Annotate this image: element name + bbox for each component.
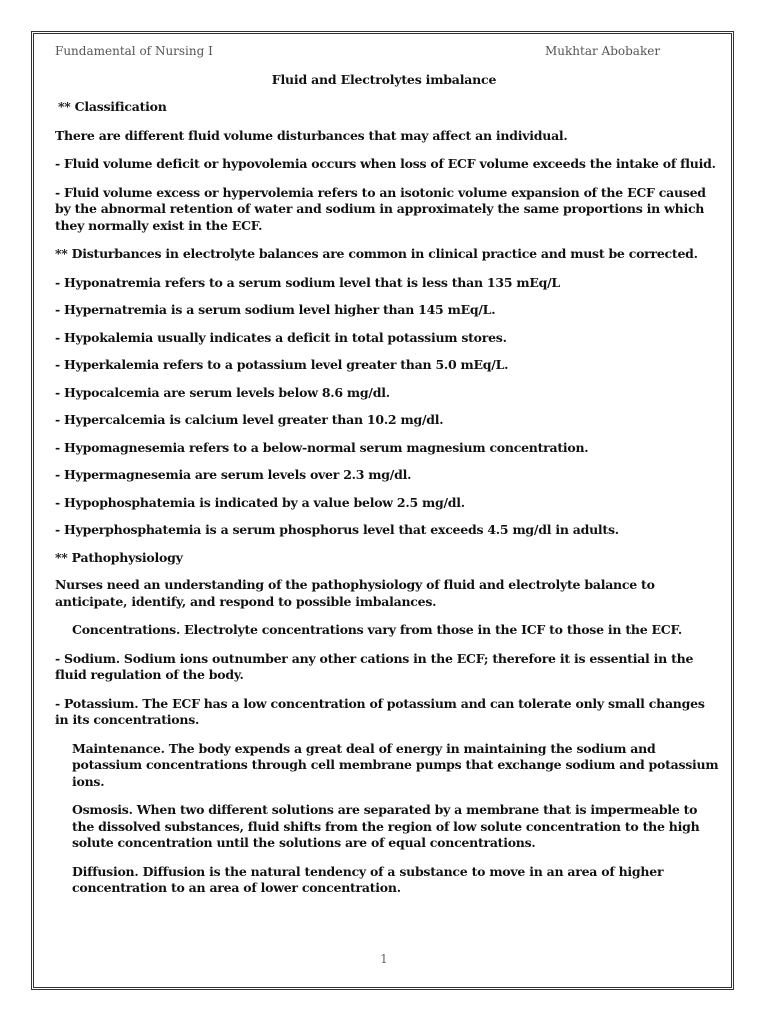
list-item: - Hypokalemia usually indicates a deficit in total potassium stores. [55,329,507,345]
section-heading-pathophysiology: ** Pathophysiology [55,549,183,565]
page-number: 1 [380,952,388,966]
document-title: Fluid and Electrolytes imbalance [271,72,497,87]
document-body [55,99,720,909]
list-item: - Hypercalcemia is calcium level greater than 10.2 mg/dl. [55,412,444,427]
paragraph: Maintenance. The body expends a great deal of energy in maintaining the sodium and potassium concentrations through cell membrane pumps that exchange sodium and potassium ions. [72,740,719,789]
paragraph: - Fluid volume deficit or hypovolemia occurs when loss of ECF volume exceeds the intake of fluid. [55,156,716,171]
list-item: - Hypernatremia is a serum sodium level higher than 145 mEq/L. [55,302,496,317]
paragraph: Diffusion. Diffusion is the natural tendency of a substance to move in an area of higher concentration to an area of lower concentration. [72,863,664,895]
paragraph: Concentrations. Electrolyte concentrations vary from those in the ICF to those in the ECF. [72,622,682,637]
list-item: - Hypermagnesemia are serum levels over 2.3 mg/dl. [55,467,412,482]
paragraph: There are different fluid volume disturbances that may affect an individual. [55,127,568,143]
paragraph: Osmosis. When two different solutions are separated by a membrane that is impermeable to the dissolved substances, fluid shifts from the region of low solute concentration to the high solute concentration until the solutions are of equal concentrations. [72,802,700,850]
list-item: - Hyperkalemia refers to a potassium level greater than 5.0 mEq/L. [55,357,509,372]
header-course-title: Fundamental of Nursing I [55,44,213,58]
section-heading-classification: ** Classification [58,99,167,114]
list-item: - Hypomagnesemia refers to a below-normal serum magnesium concentration. [55,439,589,455]
list-item: - Hyponatremia refers to a serum sodium level that is less than 135 mEq/L [55,274,560,290]
paragraph: - Potassium. The ECF has a low concentration of potassium and can tolerate only small changes in its concentrations. [55,695,705,727]
paragraph: Nurses need an understanding of the pathophysiology of fluid and electrolyte balance to anticipate, identify, and respond to possible imbalances. [55,577,655,609]
list-item: - Hypocalcemia are serum levels below 8.6 mg/dl. [55,384,390,400]
list-item: - Hyperphosphatemia is a serum phosphorus level that exceeds 4.5 mg/dl in adults. [55,522,619,537]
header-author: Mukhtar Abobaker [545,44,661,58]
list-item: - Hypophosphatemia is indicated by a value below 2.5 mg/dl. [55,494,465,510]
paragraph: ** Disturbances in electrolyte balances are common in clinical practice and must be corrected. [55,246,698,261]
paragraph: - Sodium. Sodium ions outnumber any other cations in the ECF; therefore it is essential in the fluid regulation of the body. [55,650,694,682]
paragraph: - Fluid volume excess or hypervolemia refers to an isotonic volume expansion of the ECF caused by the abnormal retention of water and sodium in approximately the same proportions in which they normally exist in the ECF. [55,184,706,233]
